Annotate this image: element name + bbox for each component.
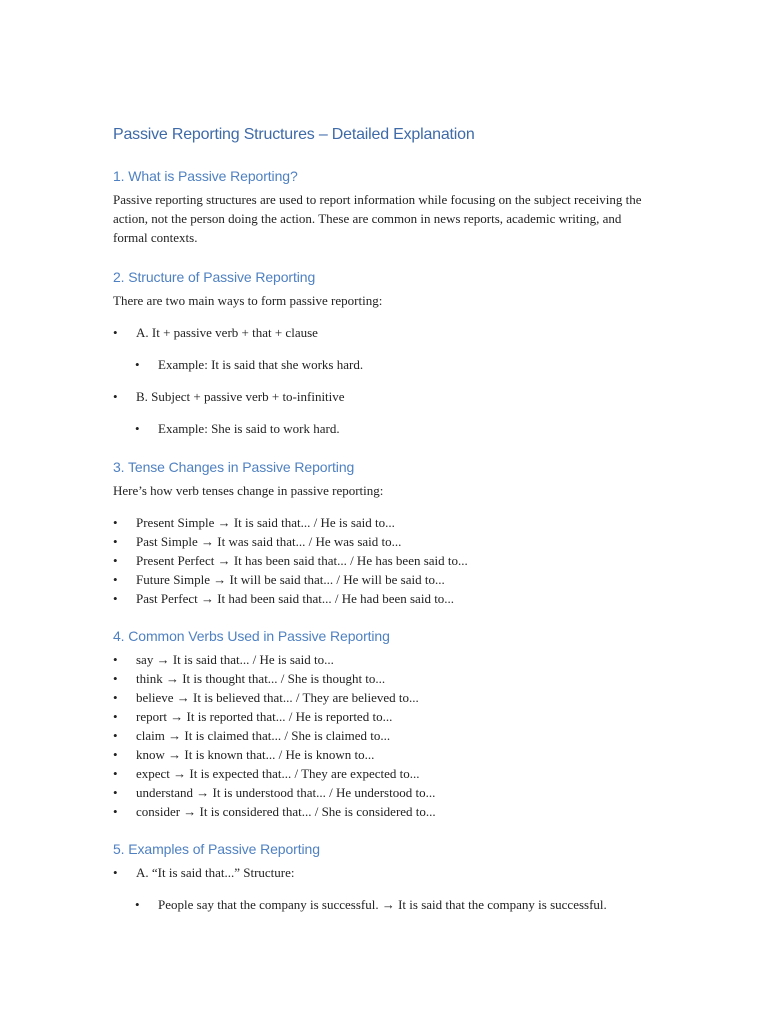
bullet-icon: • xyxy=(113,591,118,606)
document-title: Passive Reporting Structures – Detailed Explanation xyxy=(113,126,475,143)
list-item-text: People say that the company is successful. → It is said that the company is successful. xyxy=(158,897,607,912)
section-1-heading: 1. What is Passive Reporting? xyxy=(113,168,298,184)
bullet-icon: • xyxy=(113,865,118,880)
section-tense-changes xyxy=(113,457,643,608)
list-item-text: A. It + passive verb + that + clause xyxy=(136,325,318,340)
list-item-text: believe → It is believed that... / They are believed to... xyxy=(136,690,419,705)
list-item xyxy=(113,532,643,551)
bullet-icon: • xyxy=(113,690,118,705)
section-structure xyxy=(113,267,643,438)
bullet-icon: • xyxy=(135,421,140,436)
bullet-icon: • xyxy=(113,747,118,762)
list-item-text: think → It is thought that... / She is thought to... xyxy=(136,671,386,686)
structure-sublist xyxy=(113,355,643,374)
list-item xyxy=(113,895,643,914)
section-common-verbs xyxy=(113,626,643,821)
list-item xyxy=(113,419,643,438)
bullet-icon: • xyxy=(113,572,118,587)
structure-list xyxy=(113,323,643,342)
examples-list xyxy=(113,863,643,882)
bullet-icon: • xyxy=(113,709,118,724)
bullet-icon: • xyxy=(135,897,140,912)
list-item xyxy=(113,669,643,688)
list-item xyxy=(113,551,643,570)
bullet-icon: • xyxy=(113,534,118,549)
section-3-heading: 3. Tense Changes in Passive Reporting xyxy=(113,459,355,475)
tense-list xyxy=(113,513,643,608)
bullet-icon: • xyxy=(113,652,118,667)
list-item-text: report → It is reported that... / He is reported to... xyxy=(136,709,393,724)
list-item xyxy=(113,387,643,406)
bullet-icon: • xyxy=(113,671,118,686)
section-what-is-passive-reporting xyxy=(113,166,643,247)
section-4-heading: 4. Common Verbs Used in Passive Reporting xyxy=(113,628,390,644)
list-item-text: consider → It is considered that... / She is considered to... xyxy=(136,804,436,819)
list-item xyxy=(113,650,643,669)
list-item xyxy=(113,863,643,882)
list-item xyxy=(113,570,643,589)
list-item-text: expect → It is expected that... / They are expected to... xyxy=(136,766,420,781)
list-item xyxy=(113,323,643,342)
bullet-icon: • xyxy=(113,515,118,530)
list-item-text: say → It is said that... / He is said to... xyxy=(136,652,334,667)
verbs-list xyxy=(113,650,643,821)
list-item-text: B. Subject + passive verb + to-infinitive xyxy=(136,389,345,404)
section-examples xyxy=(113,839,643,914)
list-item xyxy=(113,802,643,821)
section-5-heading: 5. Examples of Passive Reporting xyxy=(113,841,320,857)
structure-list xyxy=(113,387,643,406)
list-item xyxy=(113,745,643,764)
bullet-icon: • xyxy=(113,553,118,568)
list-item-text: know → It is known that... / He is known to... xyxy=(136,747,375,762)
list-item-text: Past Simple → It was said that... / He was said to... xyxy=(136,534,402,549)
list-item xyxy=(113,764,643,783)
bullet-icon: • xyxy=(113,804,118,819)
bullet-icon: • xyxy=(113,325,118,340)
section-3-intro: Here’s how verb tenses change in passive reporting: xyxy=(113,483,384,498)
section-2-heading: 2. Structure of Passive Reporting xyxy=(113,269,316,285)
list-item xyxy=(113,783,643,802)
list-item xyxy=(113,726,643,745)
list-item-text: A. “It is said that...” Structure: xyxy=(136,865,295,880)
section-1-paragraph: Passive reporting structures are used to report information while focusing on the subject receiving the action, not the person doing the action. These are common in news reports, academic writing, and formal contexts. xyxy=(113,192,642,245)
bullet-icon: • xyxy=(113,766,118,781)
bullet-icon: • xyxy=(113,389,118,404)
list-item-text: Example: She is said to work hard. xyxy=(158,421,340,436)
list-item-text: Present Simple → It is said that... / He is said to... xyxy=(136,515,395,530)
bullet-icon: • xyxy=(113,785,118,800)
list-item-text: Future Simple → It will be said that... / He will be said to... xyxy=(136,572,445,587)
examples-sublist xyxy=(113,895,643,914)
list-item-text: claim → It is claimed that... / She is claimed to... xyxy=(136,728,391,743)
list-item-text: Example: It is said that she works hard. xyxy=(158,357,364,372)
list-item-text: Present Perfect → It has been said that... / He has been said to... xyxy=(136,553,468,568)
structure-sublist xyxy=(113,419,643,438)
list-item xyxy=(113,688,643,707)
document-body xyxy=(113,124,643,927)
list-item xyxy=(113,707,643,726)
bullet-icon: • xyxy=(135,357,140,372)
list-item xyxy=(113,513,643,532)
bullet-icon: • xyxy=(113,728,118,743)
list-item xyxy=(113,355,643,374)
list-item-text: Past Perfect → It had been said that... / He had been said to... xyxy=(136,591,455,606)
list-item xyxy=(113,589,643,608)
list-item-text: understand → It is understood that... / He understood to... xyxy=(136,785,436,800)
section-2-intro: There are two main ways to form passive reporting: xyxy=(113,293,383,308)
